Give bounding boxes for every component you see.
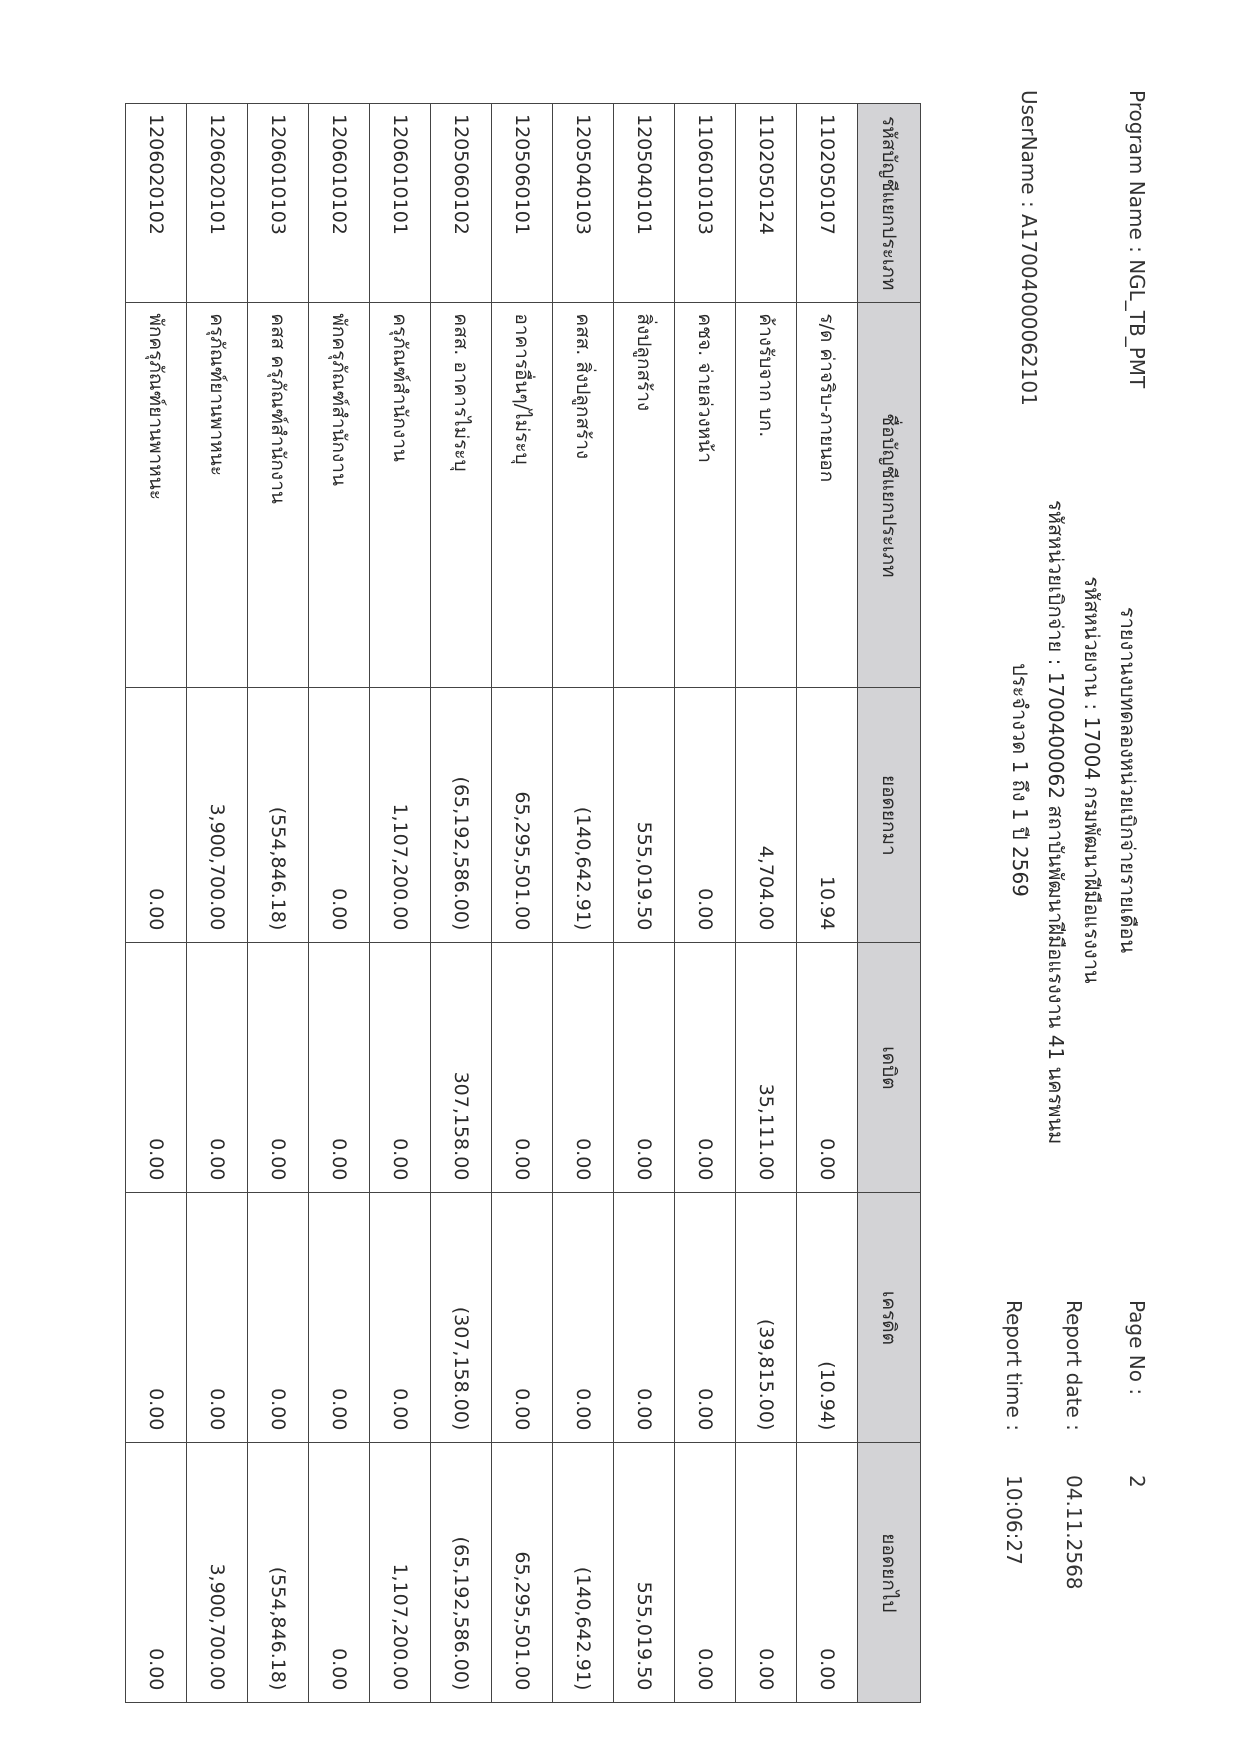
table-header-row xyxy=(858,104,921,1703)
credit-cell: 0.00 xyxy=(675,1193,736,1443)
debit-cell: 307,158.00 xyxy=(431,943,492,1193)
table-row xyxy=(309,104,370,1703)
closing-balance-cell: 555,019.50 xyxy=(614,1443,675,1703)
col-header-credit: เครดิต xyxy=(858,1193,921,1443)
report-date-label: Report date : xyxy=(1062,1300,1086,1431)
debit-cell: 0.00 xyxy=(248,943,309,1193)
closing-balance-cell: 0.00 xyxy=(126,1443,187,1703)
col-header-account-name: ชื่อบัญชีแยกประเภท xyxy=(858,303,921,688)
account-name-cell: คชจ. จ่ายล่วงหน้า xyxy=(675,303,736,688)
account-code-cell: 1205040103 xyxy=(553,104,614,303)
credit-cell: 0.00 xyxy=(309,1193,370,1443)
account-code-cell: 1205040101 xyxy=(614,104,675,303)
credit-cell: 0.00 xyxy=(492,1193,553,1443)
closing-balance-cell: 3,900,700.00 xyxy=(187,1443,248,1703)
credit-cell: 0.00 xyxy=(370,1193,431,1443)
closing-balance-cell: 0.00 xyxy=(797,1443,858,1703)
opening-balance-cell: 10.94 xyxy=(797,688,858,943)
table-row xyxy=(248,104,309,1703)
report-time-label: Report time : xyxy=(1002,1300,1026,1431)
table-row xyxy=(797,104,858,1703)
agency-code: รหัสหน่วยงาน : 17004 กรมพัฒนาฝีมือแรงงาน xyxy=(1080,576,1104,984)
page-no-label: Page No : xyxy=(1125,1300,1149,1396)
col-header-debit: เดบิต xyxy=(858,943,921,1193)
credit-cell: 0.00 xyxy=(126,1193,187,1443)
table-row xyxy=(675,104,736,1703)
page-no-value: 2 xyxy=(1125,1475,1149,1488)
closing-balance-cell: 0.00 xyxy=(736,1443,797,1703)
debit-cell: 0.00 xyxy=(187,943,248,1193)
closing-balance-cell: (554,846.18) xyxy=(248,1443,309,1703)
debit-cell: 0.00 xyxy=(492,943,553,1193)
table-row xyxy=(126,104,187,1703)
credit-cell: 0.00 xyxy=(553,1193,614,1443)
report-time-value: 10:06:27 xyxy=(1002,1475,1026,1565)
account-code-cell: 1106010103 xyxy=(675,104,736,303)
col-header-closing-balance: ยอดยกไป xyxy=(858,1443,921,1703)
closing-balance-cell: 0.00 xyxy=(309,1443,370,1703)
account-code-cell: 1102050107 xyxy=(797,104,858,303)
account-code-cell: 1206010101 xyxy=(370,104,431,303)
user-name: UserName : A17004000062101 xyxy=(1017,90,1041,406)
table-row xyxy=(736,104,797,1703)
table-row xyxy=(492,104,553,1703)
report-title: รายงานงบทดลองหน่วยเบิกจ่ายรายเดือน xyxy=(1116,606,1140,954)
account-code-cell: 1206010102 xyxy=(309,104,370,303)
account-code-cell: 1102050124 xyxy=(736,104,797,303)
program-name: Program Name : NGL_TB_PMT xyxy=(1125,90,1149,389)
disbursement-unit: รหัสหน่วยเบิกจ่าย : 1700400062 สถาบันพัฒนาฝีมือแรงงาน 41 นครพนม xyxy=(1044,500,1068,1145)
debit-cell: 0.00 xyxy=(553,943,614,1193)
table-row xyxy=(370,104,431,1703)
debit-cell: 0.00 xyxy=(309,943,370,1193)
opening-balance-cell: 65,295,501.00 xyxy=(492,688,553,943)
account-name-cell: คสส. สิ่งปลูกสร้าง xyxy=(553,303,614,688)
table-body xyxy=(126,104,858,1703)
opening-balance-cell: 4,704.00 xyxy=(736,688,797,943)
closing-balance-cell: 65,295,501.00 xyxy=(492,1443,553,1703)
debit-cell: 0.00 xyxy=(614,943,675,1193)
account-name-cell: คสส. อาคารไม่ระบุ xyxy=(431,303,492,688)
opening-balance-cell: (140,642.91) xyxy=(553,688,614,943)
opening-balance-cell: 0.00 xyxy=(309,688,370,943)
account-name-cell: ครุภัณฑ์สำนักงาน xyxy=(370,303,431,688)
credit-cell: 0.00 xyxy=(187,1193,248,1443)
account-code-cell: 1205060102 xyxy=(431,104,492,303)
account-name-cell: ครุภัณฑ์ยานพาหนะ xyxy=(187,303,248,688)
account-name-cell: ค้างรับจาก บก. xyxy=(736,303,797,688)
credit-cell: 0.00 xyxy=(248,1193,309,1443)
col-header-opening-balance: ยอดยกมา xyxy=(858,688,921,943)
account-code-cell: 1206020102 xyxy=(126,104,187,303)
opening-balance-cell: 0.00 xyxy=(675,688,736,943)
account-code-cell: 1205060101 xyxy=(492,104,553,303)
table-row xyxy=(614,104,675,1703)
account-name-cell: พักครุภัณฑ์สำนักงาน xyxy=(309,303,370,688)
debit-cell: 0.00 xyxy=(675,943,736,1193)
debit-cell: 0.00 xyxy=(797,943,858,1193)
col-header-account-code: รหัสบัญชีแยกประเภท xyxy=(858,104,921,303)
credit-cell: (307,158.00) xyxy=(431,1193,492,1443)
debit-cell: 0.00 xyxy=(370,943,431,1193)
account-name-cell: ร/ด ค่าจริบ-ภายนอก xyxy=(797,303,858,688)
account-name-cell: คสส ครุภัณฑ์สำนักงาน xyxy=(248,303,309,688)
debit-cell: 35,111.00 xyxy=(736,943,797,1193)
opening-balance-cell: 3,900,700.00 xyxy=(187,688,248,943)
opening-balance-cell: (554,846.18) xyxy=(248,688,309,943)
opening-balance-cell: (65,192,586.00) xyxy=(431,688,492,943)
account-code-cell: 1206020101 xyxy=(187,104,248,303)
account-name-cell: อาคารอื่นๆ/ไม่ระบุ xyxy=(492,303,553,688)
table-row xyxy=(553,104,614,1703)
account-name-cell: สิ่งปลูกสร้าง xyxy=(614,303,675,688)
report-title-block xyxy=(1002,500,1146,1145)
account-name-cell: พักครุภัณฑ์ยานพาหนะ xyxy=(126,303,187,688)
closing-balance-cell: 0.00 xyxy=(675,1443,736,1703)
table-row xyxy=(187,104,248,1703)
debit-cell: 0.00 xyxy=(126,943,187,1193)
closing-balance-cell: 1,107,200.00 xyxy=(370,1443,431,1703)
credit-cell: (39,815.00) xyxy=(736,1193,797,1443)
credit-cell: 0.00 xyxy=(614,1193,675,1443)
opening-balance-cell: 0.00 xyxy=(126,688,187,943)
trial-balance-table xyxy=(125,103,921,1703)
opening-balance-cell: 1,107,200.00 xyxy=(370,688,431,943)
closing-balance-cell: (140,642.91) xyxy=(553,1443,614,1703)
closing-balance-cell: (65,192,586.00) xyxy=(431,1443,492,1703)
opening-balance-cell: 555,019.50 xyxy=(614,688,675,943)
report-date-value: 04.11.2568 xyxy=(1062,1475,1086,1590)
table-row xyxy=(431,104,492,1703)
report-period: ประจำงวด 1 ถึง 1 ปี 2569 xyxy=(1008,663,1032,897)
credit-cell: (10.94) xyxy=(797,1193,858,1443)
account-code-cell: 1206010103 xyxy=(248,104,309,303)
